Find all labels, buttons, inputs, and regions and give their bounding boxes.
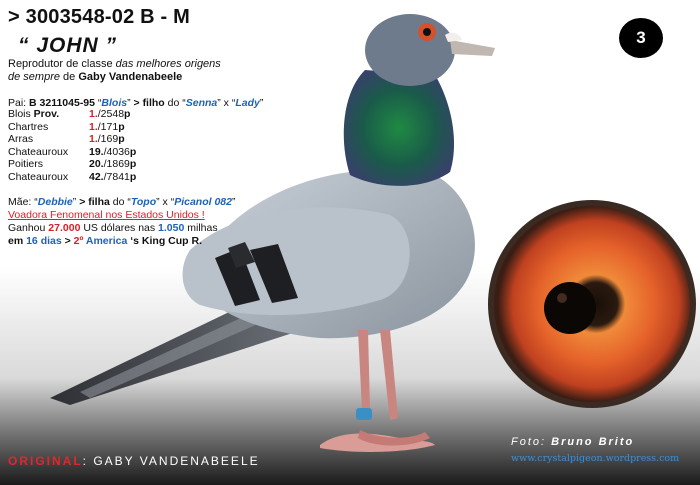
pigeon-name: “ JOHN ” [18,34,118,57]
table-row: Chateauroux 42./7841p [8,170,137,183]
kingcup-line: em 16 dias > 2º America ‘s King Cup R. [8,235,202,247]
original-credit: ORIGINAL: GABY VANDENABEELE [8,454,260,468]
prize-line: Ganhou 27.000 US dólares nas 1.050 milhas [8,222,218,234]
mother-line: Mãe: “Debbie” > filha do “Topo” x “Picanol 082” [8,196,236,208]
race-results-table [8,108,136,184]
website-link[interactable]: www.crystalpigeon.wordpress.com [511,453,680,464]
table-row: Chartres 1./171p [8,120,125,133]
subtitle-line-2: de sempre de Gaby Vandenabeele [8,71,183,83]
table-row: Arras 1./169p [8,133,125,146]
father-line: Pai: B 3211045-95 “Blois” > filho do “Senna” x “Lady” [8,97,264,109]
number-badge: 3 [619,18,663,58]
eye-closeup-image [480,196,700,412]
table-row: Chateauroux 19./4036p [8,145,137,158]
table-row: Poitiers 20./1869p [8,158,137,171]
photo-credit: Foto: Bruno Brito [511,436,635,448]
table-row: Blois Prov. 1./2548p [8,108,131,120]
achievement-headline: Voadora Fenomenal nos Estados Unidos ! [8,209,205,221]
ring-number: > 3003548-02 B - M [8,6,191,28]
subtitle-line-1: Reprodutor de classe das melhores origens [8,58,221,70]
